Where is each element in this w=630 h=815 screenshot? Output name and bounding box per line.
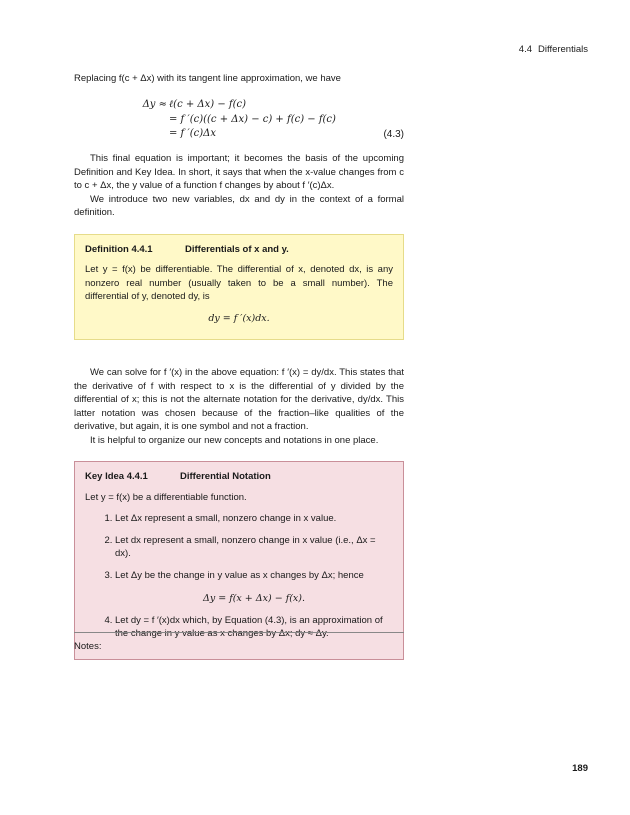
key-idea-title: Differential Notation bbox=[180, 471, 271, 482]
main-content bbox=[74, 72, 404, 660]
definition-title: Differentials of x and y. bbox=[185, 243, 289, 255]
key-idea-list bbox=[85, 512, 393, 641]
intro-text: Replacing f(c + Δx) with its tangent line approximation, we have bbox=[74, 73, 341, 84]
key-idea-header bbox=[85, 470, 393, 484]
notes-divider bbox=[74, 632, 404, 633]
list-item bbox=[115, 569, 393, 606]
notes-label: Notes: bbox=[74, 641, 102, 652]
equation-lhs: Δy ≈ bbox=[142, 99, 167, 110]
key-idea-intro: Let y = f(x) be a differentiable function. bbox=[85, 491, 247, 503]
list-item: 1. Let Δx represent a small, nonzero change in x value. bbox=[115, 512, 393, 526]
definition-header bbox=[85, 243, 393, 257]
equation-row-2: = f ′(c)((c + Δx) − c) + f(c) − f(c) bbox=[169, 113, 336, 125]
list-item-text: Let Δy be the change in y value as x changes by Δx; hence bbox=[115, 569, 364, 581]
equation-row-1: ℓ(c + Δx) − f(c) bbox=[169, 99, 247, 110]
definition-box bbox=[74, 234, 404, 341]
definition-equation: dy = f ′(x)dx. bbox=[208, 312, 270, 324]
paragraph-3: We can solve for f ′(x) in the above equation: f ′(x) = dy/dx. This states that the derivative of f with respect to x is the differential of y divided by the differential of x; this is not the alternate notation for the derivative, dy/dx. This latter notation was chosen because of the fraction–like qualities of the derivative, but again, it is one symbol and not a fraction. bbox=[74, 367, 404, 432]
paragraph-2: We introduce two new variables, dx and dy in the context of a formal definition. bbox=[74, 193, 404, 218]
list-item: 2. Let dx represent a small, nonzero change in x value (i.e., Δx = dx). bbox=[115, 534, 393, 561]
definition-number: Definition 4.4.1 bbox=[85, 243, 153, 255]
key-idea-number: Key Idea 4.4.1 bbox=[85, 471, 148, 482]
equation-4-3 bbox=[74, 98, 404, 142]
equation-number: (4.3) bbox=[383, 128, 404, 140]
paragraph-1: This final equation is important; it becomes the basis of the upcoming Definition and Key Idea. In short, it says that when the x-value changes from c to c + Δx, the y value of a function f changes by about f ′(c)Δx. bbox=[74, 153, 404, 191]
definition-body: Let y = f(x) be differentiable. The differential of x, denoted dx, is any nonzero real number (usually taken to be a small number). The differential of y, denoted dy, is bbox=[85, 264, 393, 302]
paragraph-4: It is helpful to organize our new concepts and notations in one place. bbox=[90, 434, 379, 446]
section-number: 4.4 bbox=[518, 44, 532, 55]
key-idea-equation: Δy = f(x + Δx) − f(x). bbox=[202, 593, 306, 604]
running-head bbox=[513, 43, 588, 57]
page-number: 189 bbox=[572, 763, 588, 774]
list-item: 4. Let dy = f ′(x)dx which, by Equation (4.3), is an approximation of the change in y value as x changes by Δx; dy ≈ Δy. bbox=[115, 614, 393, 641]
key-idea-box bbox=[74, 461, 404, 660]
section-title: Differentials bbox=[538, 44, 588, 55]
equation-row-3: = f ′(c)Δx bbox=[169, 128, 216, 139]
